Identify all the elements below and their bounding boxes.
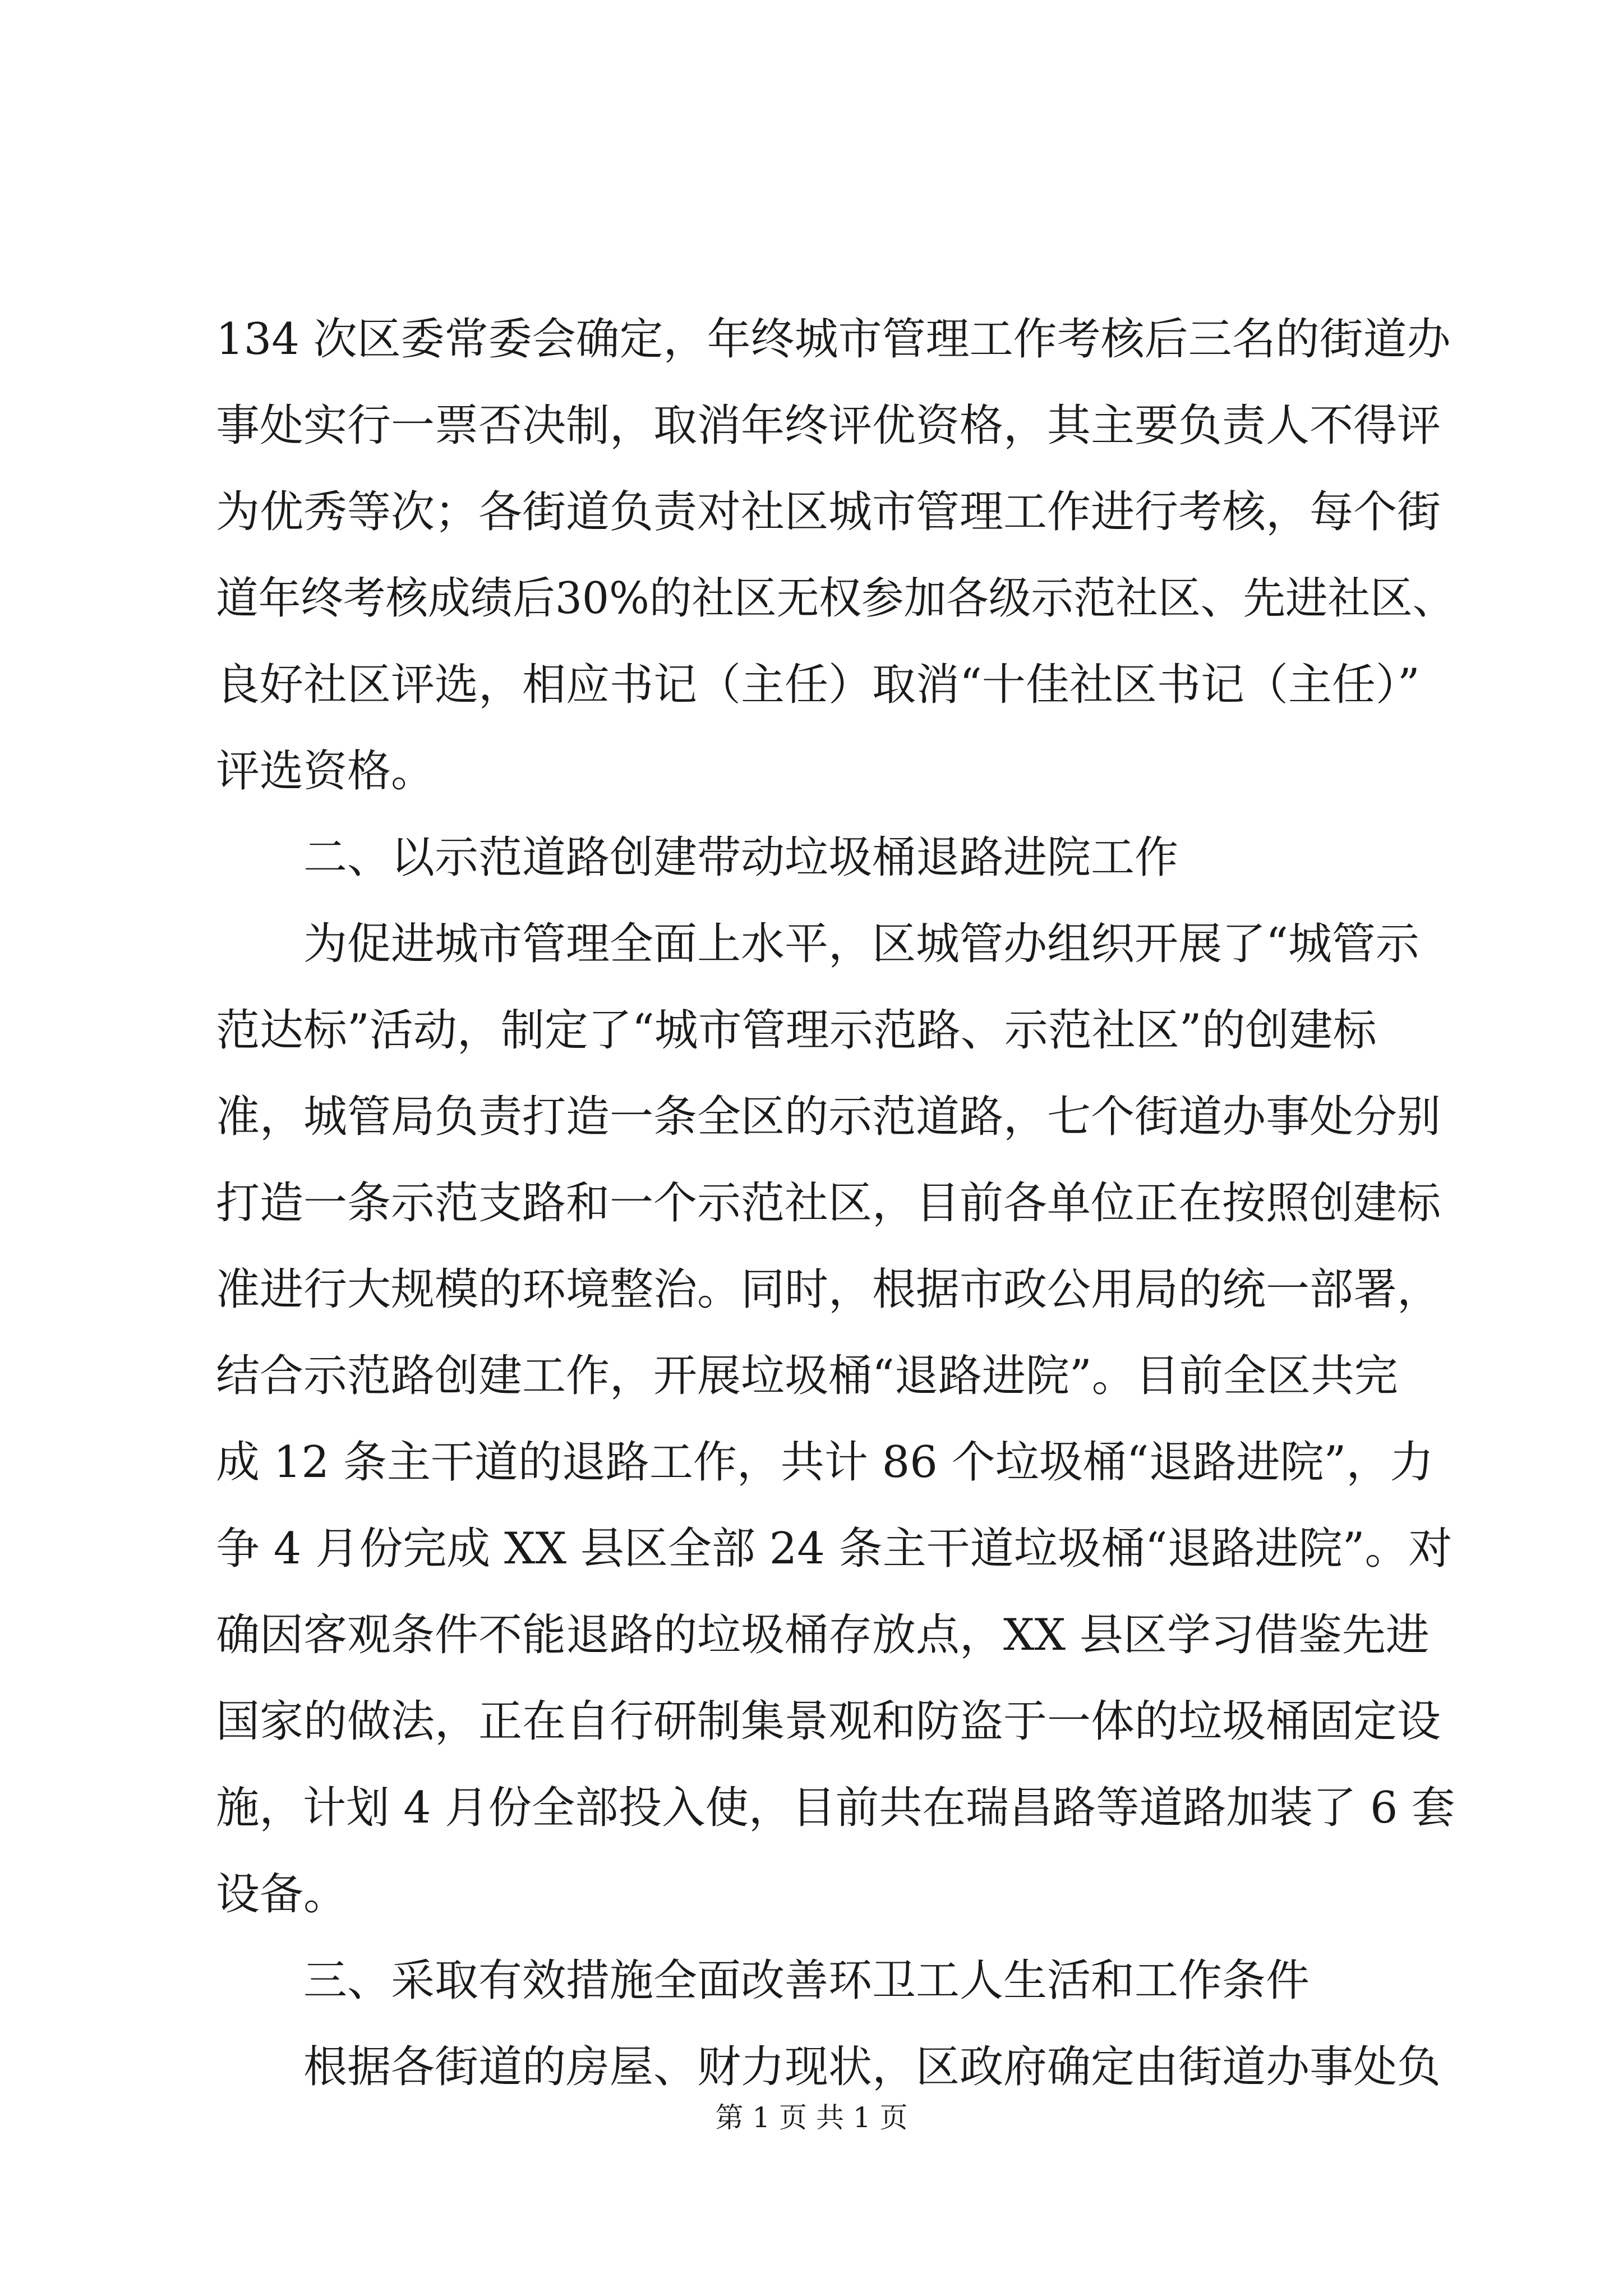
text-line: 134 次区委常委会确定，年终城市管理工作考核后三名的街道办 xyxy=(216,314,1451,365)
text-line: 根据各街道的房屋、财力现状，区政府确定由街道办事处负 xyxy=(303,2042,1441,2092)
text-line: 确因客观条件不能退路的垃圾桶存放点，XX 县区学习借鉴先进 xyxy=(216,1610,1430,1660)
page-footer: 第 1 页 共 1 页 xyxy=(715,2101,908,2134)
text-line: 打造一条示范支路和一个示范社区，目前各单位正在按照创建标 xyxy=(216,1178,1441,1228)
text-line: 事处实行一票否决制，取消年终评优资格，其主要负责人不得评 xyxy=(216,401,1441,451)
text-line: 设备。 xyxy=(216,1869,348,1920)
text-line: 为优秀等次；各街道负责对社区城市管理工作进行考核，每个街 xyxy=(216,487,1441,537)
text-line: 良好社区评选，相应书记（主任）取消“十佳社区书记（主任）” xyxy=(216,660,1420,710)
text-line: 准，城管局负责打造一条全区的示范道路，七个街道办事处分别 xyxy=(216,1092,1441,1142)
text-line: 施，计划 4 月份全部投入使，目前共在瑞昌路等道路加装了 6 套 xyxy=(216,1783,1455,1833)
text-line: 争 4 月份完成 XX 县区全部 24 条主干道垃圾桶“退路进院”。对 xyxy=(216,1524,1453,1574)
text-line: 范达标”活动，制定了“城市管理示范路、示范社区”的创建标 xyxy=(216,1005,1377,1056)
text-line: 结合示范路创建工作，开展垃圾桶“退路进院”。目前全区共完 xyxy=(216,1351,1398,1401)
text-line: 准进行大规模的环境整治。同时，根据市政公用局的统一部署， xyxy=(216,1264,1441,1315)
text-line: 评选资格。 xyxy=(216,746,435,797)
text-line: 国家的做法，正在自行研制集景观和防盗于一体的垃圾桶固定设 xyxy=(216,1696,1441,1747)
section-heading: 二、以示范道路创建带动垃圾桶退路进院工作 xyxy=(303,832,1179,883)
text-line: 为促进城市管理全面上水平，区城管办组织开展了“城管示 xyxy=(303,919,1419,969)
section-heading: 三、采取有效措施全面改善环卫工人生活和工作条件 xyxy=(303,1955,1310,2006)
text-line: 成 12 条主干道的退路工作，共计 86 个垃圾桶“退路进院”，力 xyxy=(216,1437,1434,1488)
text-line: 道年终考核成绩后30%的社区无权参加各级示范社区、先进社区、 xyxy=(216,573,1455,624)
